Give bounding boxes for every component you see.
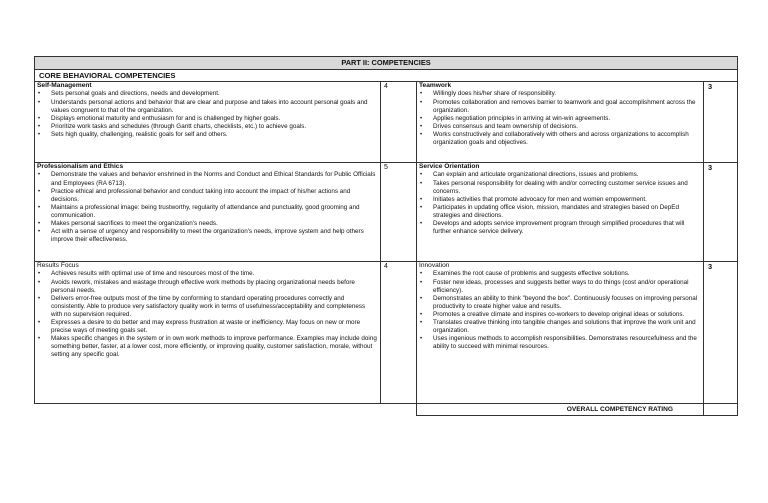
behavior-item: • Initiates activities that promote advocacy for men and women empowerment. xyxy=(433,196,701,204)
section-title: CORE BEHAVIORAL COMPETENCIES xyxy=(35,70,738,82)
behavior-item: • Takes personal responsibility for dealing with and/or correcting customer service issues and concerns. xyxy=(433,180,701,196)
competency-professionalism-ethics xyxy=(35,163,381,262)
competency-innovation xyxy=(417,262,704,404)
rating-teamwork[interactable]: 3 xyxy=(704,82,738,163)
behavior-list xyxy=(37,90,378,139)
behavior-item: • Applies negotiation principles in arriving at win-win agreements. xyxy=(433,115,701,123)
overall-rating-label: OVERALL COMPETENCY RATING xyxy=(417,404,704,416)
behavior-item: • Avoids rework, mistakes and wastage through effective work methods by placing organizational needs before personal needs. xyxy=(51,279,378,295)
behavior-item: • Demonstrates an ability to think "beyond the box". Continuously focuses on improving personal productivity to create higher value and results. xyxy=(433,295,701,311)
behavior-list xyxy=(419,171,701,236)
behavior-item: • Expresses a desire to do better and may express frustration at waste or inefficiency. May focus on new or more precise ways of meeting goals set. xyxy=(51,319,378,335)
behavior-item: • Develops and adopts service improvement program through simplified procedures that will further enhance service delivery. xyxy=(433,220,701,236)
part-title: PART II: COMPETENCIES xyxy=(35,57,738,70)
behavior-item: • Prioritize work tasks and schedules (through Gantt charts, checklists, etc.) to achieve goals. xyxy=(51,123,378,131)
competency-title: Service Orientation xyxy=(419,163,480,170)
behavior-item: • Participates in updating office vision, mission, mandates and strategies based on DepEd strategies and directions. xyxy=(433,204,701,220)
overall-rating-value[interactable] xyxy=(704,404,738,416)
spacer xyxy=(35,404,381,416)
behavior-list xyxy=(37,171,378,244)
competencies-form xyxy=(34,56,737,416)
behavior-item: • Understands personal actions and behavior that are clear and purpose and takes into account personal goals and values congruent to that of the organization. xyxy=(51,99,378,115)
competency-self-management xyxy=(35,82,381,163)
competency-teamwork xyxy=(417,82,704,163)
behavior-item: • Promotes a creative climate and inspires co-workers to develop original ideas or solutions. xyxy=(433,311,701,319)
behavior-item: • Sets high quality, challenging, realistic goals for self and others. xyxy=(51,131,378,139)
behavior-item: • Translates creative thinking into tangible changes and solutions that improve the work unit and organization. xyxy=(433,319,701,335)
competency-service-orientation xyxy=(417,163,704,262)
behavior-item: • Promotes collaboration and removes barrier to teamwork and goal accomplishment across the organization. xyxy=(433,99,701,115)
competency-title: Professionalism and Ethics xyxy=(37,163,124,170)
behavior-item: • Examines the root cause of problems and suggests effective solutions. xyxy=(433,270,701,278)
behavior-item: • Uses ingenious methods to accomplish responsibilities. Demonstrates resourcefulness and the ability to succeed with minimal resources. xyxy=(433,335,701,351)
behavior-item: • Displays emotional maturity and enthusiasm for and is challenged by higher goals. xyxy=(51,115,378,123)
competency-title: Results Focus xyxy=(37,262,79,269)
behavior-item: • Works constructively and collaboratively with others and across organizations to accomplish organization goals and objectives. xyxy=(433,131,701,147)
behavior-item: • Maintains a professional image: being trustworthy, regularity of attendance and punctuality, good grooming and communication. xyxy=(51,204,378,220)
rating-professionalism-ethics[interactable]: 5 xyxy=(381,163,417,262)
behavior-item: • Drives consensus and team ownership of decisions. xyxy=(433,123,701,131)
behavior-item: • Achieves results with optimal use of time and resources most of the time. xyxy=(51,270,378,278)
competencies-table xyxy=(34,56,738,416)
behavior-item: • Makes specific changes in the system or in own work methods to improve performance. Examples may include doing something better, faster, at a lower cost, more efficiently, or improving quality, customer satisfaction, morale, without setting any specific goal. xyxy=(51,335,378,359)
rating-service-orientation[interactable]: 3 xyxy=(704,163,738,262)
behavior-item: • Foster new ideas, processes and suggests better ways to do things (cost and/or operational efficiency). xyxy=(433,279,701,295)
spacer xyxy=(381,404,417,416)
rating-innovation[interactable]: 3 xyxy=(704,262,738,404)
rating-results-focus[interactable]: 4 xyxy=(381,262,417,404)
competency-title: Teamwork xyxy=(419,82,452,89)
behavior-item: • Practice ethical and professional behavior and conduct taking into account the impact of his/her actions and decisions. xyxy=(51,188,378,204)
behavior-item: • Act with a sense of urgency and responsibility to meet the organization's needs, improve system and help others improve their effectiveness. xyxy=(51,228,378,244)
behavior-item: • Demonstrate the values and behavior enshrined in the Norms and Conduct and Ethical Standards for Public Officials and Employees (RA 6713). xyxy=(51,171,378,187)
competency-results-focus xyxy=(35,262,381,404)
behavior-item: • Delivers error-free outputs most of the time by conforming to standard operating procedures correctly and consistently. Able to produce very satisfactory quality work in terms of usefulness/acceptability and completeness with no supervision required. xyxy=(51,295,378,319)
behavior-item: • Can explain and articulate organizational directions, issues and problems. xyxy=(433,171,701,179)
behavior-list xyxy=(37,270,378,359)
behavior-item: • Sets personal goals and directions, needs and development. xyxy=(51,90,378,98)
behavior-list xyxy=(419,90,701,147)
behavior-item: • Willingly does his/her share of responsibility. xyxy=(433,90,701,98)
behavior-list xyxy=(419,270,701,351)
behavior-item: • Makes personal sacrifices to meet the organization's needs. xyxy=(51,220,378,228)
competency-title: Innovation xyxy=(419,262,450,269)
competency-title: Self-Management xyxy=(37,82,92,89)
rating-self-management[interactable]: 4 xyxy=(381,82,417,163)
